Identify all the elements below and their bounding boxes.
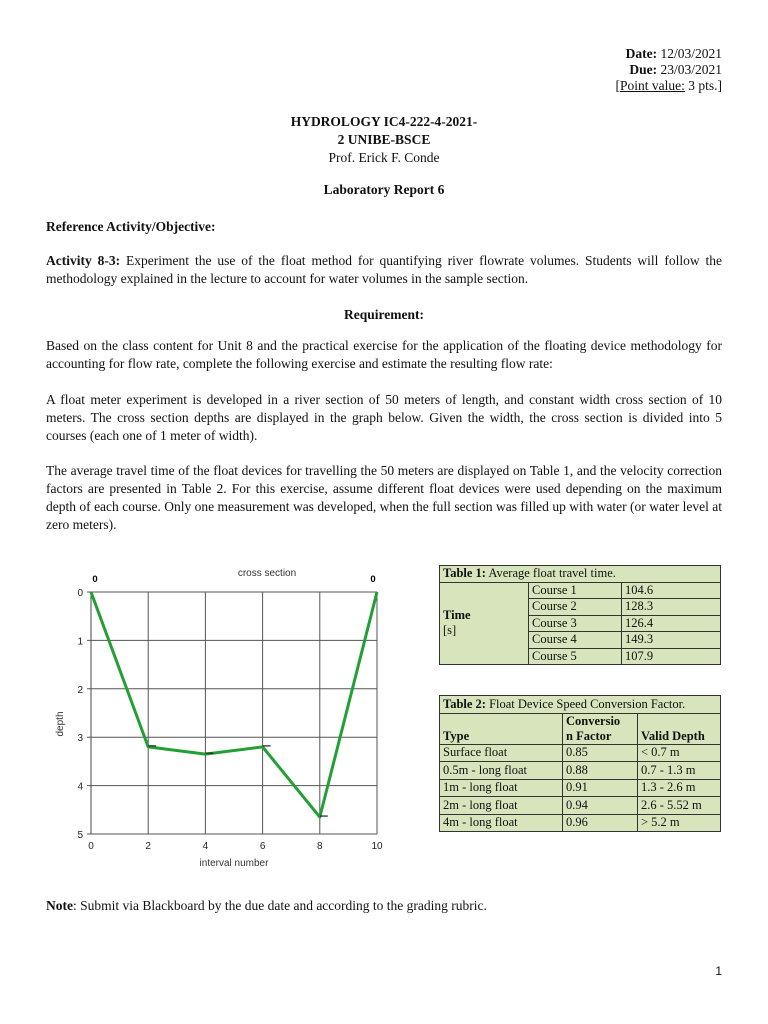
report-title: Laboratory Report 6 (323, 182, 445, 197)
course-title-line1: HYDROLOGY IC4-222-4-2021- (290, 114, 478, 129)
depth-cell: 2.6 - 5.52 m (638, 797, 721, 815)
cross-section-chart (55, 560, 395, 875)
y-tick-label: 5 (77, 830, 83, 841)
course-cell: Course 5 (529, 648, 622, 665)
course-header (0, 113, 768, 167)
course-cell: Course 1 (529, 582, 622, 599)
depth-series-line (91, 592, 377, 817)
factor-cell: 0.91 (563, 779, 638, 797)
table-row (440, 779, 721, 797)
page-number: 1 (715, 964, 722, 978)
professor-name: Prof. Erick F. Conde (328, 150, 440, 165)
objective-heading: Reference Activity/Objective: (46, 219, 216, 234)
date-line: Date: 12/03/2021 (625, 46, 722, 61)
type-cell: 1m - long float (440, 779, 563, 797)
chart-markers (148, 746, 328, 816)
type-cell: 2m - long float (440, 797, 563, 815)
chart-y-label: depth (55, 711, 66, 737)
factor-cell: 0.94 (563, 797, 638, 815)
x-tick-label: 6 (259, 841, 266, 852)
depth-cell: 1.3 - 2.6 m (638, 779, 721, 797)
table-row (440, 814, 721, 832)
factor-cell: 0.88 (563, 762, 638, 780)
table-row (440, 797, 721, 815)
course-title-line2: 2 UNIBE-BSCE (337, 132, 431, 147)
x-tick-label: 8 (317, 841, 323, 852)
factor-cell: 0.85 (563, 744, 638, 762)
y-tick-label: 0 (77, 588, 83, 599)
type-cell: 0.5m - long float (440, 762, 563, 780)
type-cell: Surface float (440, 744, 563, 762)
time-label-cell: Time [s] (440, 582, 529, 665)
course-cell: Course 3 (529, 615, 622, 632)
x-tick-label: 0 (88, 841, 94, 852)
header-valid-depth: Valid Depth (638, 713, 721, 744)
depth-cell: 0.7 - 1.3 m (638, 762, 721, 780)
y-tick-label: 2 (77, 684, 83, 696)
header-factor: Conversio n Factor (563, 713, 638, 744)
x-tick-label: 2 (145, 841, 151, 852)
time-cell: 107.9 (622, 648, 721, 665)
course-cell: Course 4 (529, 632, 622, 649)
x-tick-label: 4 (202, 841, 209, 852)
time-cell: 104.6 (622, 582, 721, 599)
table-row (440, 566, 721, 583)
requirement-heading: Requirement: (344, 307, 424, 322)
table-2-caption: Table 2: Float Device Speed Conversion Factor. (440, 696, 721, 714)
chart-title: cross section (237, 568, 297, 579)
table-row (440, 582, 721, 599)
chart-x-label: interval number (199, 858, 269, 869)
table-1-caption: Table 1: Average float travel time. (440, 566, 721, 583)
point-value-line: [Point value: 3 pts.] (615, 78, 722, 93)
y-tick-label: 4 (77, 781, 83, 793)
depth-cell: < 0.7 m (638, 744, 721, 762)
point-label-left: 0 (92, 574, 98, 585)
activity-paragraph: Activity 8-3: Experiment the use of the float method for quantifying river flowrate volumes. Students will follow the methodology explained in the lecture to account for water volumes in the sample section. (46, 253, 722, 286)
x-tick-label: 10 (371, 841, 383, 852)
assignment-meta (616, 46, 723, 94)
factor-cell: 0.96 (563, 814, 638, 832)
submission-note: Note: Submit via Blackboard by the due date and according to the grading rubric. (46, 898, 487, 913)
due-line: Due: 23/03/2021 (629, 62, 722, 77)
chart-grid (87, 592, 377, 834)
y-tick-label: 3 (77, 733, 83, 745)
requirement-paragraph-1: Based on the class content for Unit 8 and the practical exercise for the application of the floating device methodology for accounting for flow rate, complete the following exercise and estimate the resulting flow rate: (46, 338, 722, 371)
course-cell: Course 2 (529, 599, 622, 616)
time-cell: 126.4 (622, 615, 721, 632)
y-tick-label: 1 (77, 636, 83, 648)
chart-y-ticks (77, 588, 83, 841)
point-label-right: 0 (370, 574, 376, 585)
time-cell: 128.3 (622, 599, 721, 616)
table-row (440, 744, 721, 762)
requirement-paragraph-2: A float meter experiment is developed in a river section of 50 meters of length, and constant width cross section of 10 meters. The cross section depths are displayed in the graph below. Given the width, the cross section is divided into 5 courses (each one of 1 meter of width). (46, 392, 722, 443)
header-type: Type (440, 713, 563, 744)
type-cell: 4m - long float (440, 814, 563, 832)
table-row (440, 696, 721, 714)
time-cell: 149.3 (622, 632, 721, 649)
depth-cell: > 5.2 m (638, 814, 721, 832)
table-2-conversion-factor (439, 695, 721, 832)
table-row (440, 762, 721, 780)
chart-x-ticks (88, 841, 383, 852)
requirement-paragraph-3: The average travel time of the float devices for travelling the 50 meters are displayed on Table 1, and the velocity correction factors are presented in Table 2. For this exercise, assume different float devices were used depending on the maximum depth of each course. Only one measurement was developed, when the full section was filled up with water (or water level at zero meters). (46, 463, 722, 532)
table-1-travel-time (439, 565, 721, 665)
table-header-row (440, 713, 721, 744)
